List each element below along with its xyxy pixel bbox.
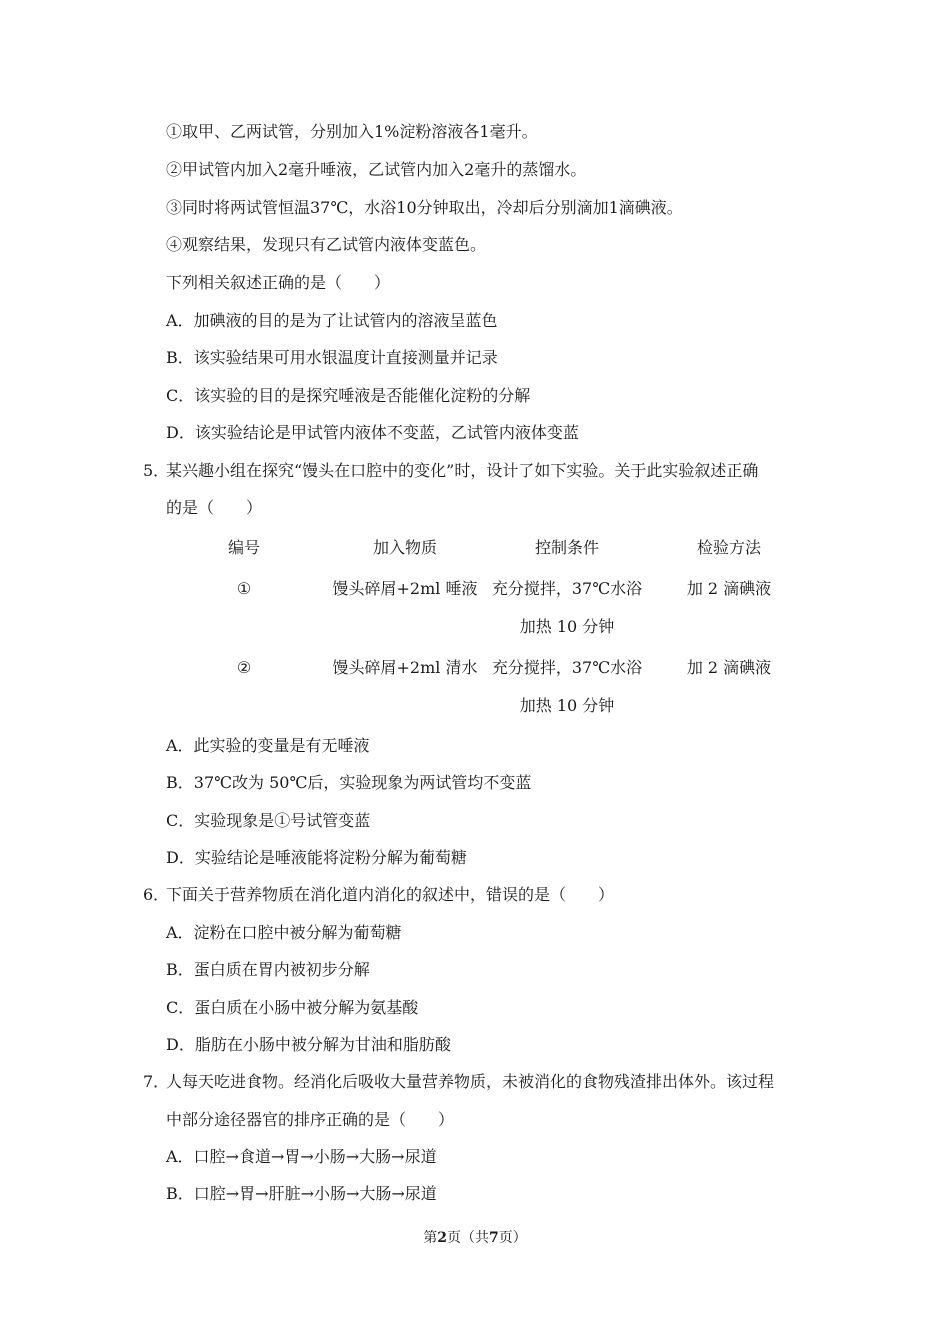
table-row-1-id: ① [236, 579, 252, 598]
table-header-substance: 加入物质 [372, 538, 438, 557]
page-footer [0, 1228, 950, 1248]
q5-stem-line1: 某兴趣小组在探究“馒头在口腔中的变化”时，设计了如下实验。关于此实验叙述正确 [166, 461, 759, 480]
step-3: ③同时将两试管恒温37℃，水浴10分钟取出，冷却后分别滴加1滴碘液。 [166, 198, 683, 217]
footer-page-number: 2 [437, 1230, 447, 1246]
table-row-2-method: 加 2 滴碘液 [686, 658, 772, 677]
footer-suffix: 页） [498, 1230, 527, 1246]
table-row-2-id: ② [236, 658, 252, 677]
step-1: ①取甲、乙两试管，分别加入1%淀粉溶液各1毫升。 [166, 122, 538, 141]
table-row-1-method: 加 2 滴碘液 [686, 579, 772, 598]
q5-number: 5． [143, 461, 170, 480]
table-row-1-condition: 充分搅拌，37℃水浴 [491, 579, 643, 598]
step-4: ④观察结果，发现只有乙试管内液体变蓝色。 [166, 235, 487, 254]
table-row-1-condition-2: 加热 10 分钟 [519, 617, 615, 636]
q7-stem-line2: 中部分途径器官的排序正确的是（ ） [166, 1110, 455, 1129]
table-row-2-condition: 充分搅拌，37℃水浴 [491, 658, 643, 677]
q4-stem: 下列相关叙述正确的是（ ） [166, 273, 391, 292]
table-row-2-condition-2: 加热 10 分钟 [519, 696, 615, 715]
q7-option-a: A．口腔→食道→胃→小肠→大肠→尿道 [166, 1147, 437, 1166]
q5-option-c: C．实验现象是①号试管变蓝 [166, 811, 371, 830]
q5-option-a: A．此实验的变量是有无唾液 [166, 736, 370, 755]
q4-option-a: A．加碘液的目的是为了让试管内的溶液呈蓝色 [166, 311, 498, 330]
table-header-method: 检验方法 [696, 538, 762, 557]
footer-prefix: 第 [423, 1230, 438, 1246]
q6-option-d: D．脂肪在小肠中被分解为甘油和脂肪酸 [166, 1035, 451, 1054]
footer-total-pages: 7 [489, 1230, 499, 1246]
q4-option-b: B．该实验结果可用水银温度计直接测量并记录 [166, 348, 498, 367]
table-header-condition: 控制条件 [534, 538, 600, 557]
q4-option-d: D．该实验结论是甲试管内液体不变蓝，乙试管内液体变蓝 [166, 423, 579, 442]
q6-option-c: C．蛋白质在小肠中被分解为氨基酸 [166, 998, 419, 1017]
table-row-1-substance: 馒头碎屑+2ml 唾液 [332, 579, 478, 598]
q7-option-b: B．口腔→胃→肝脏→小肠→大肠→尿道 [166, 1184, 437, 1203]
q6-option-a: A．淀粉在口腔中被分解为葡萄糖 [166, 923, 402, 942]
q4-option-c: C．该实验的目的是探究唾液是否能催化淀粉的分解 [166, 386, 531, 405]
q5-stem-line2: 的是（ ） [166, 498, 263, 517]
step-2: ②甲试管内加入2毫升唾液，乙试管内加入2毫升的蒸馏水。 [166, 160, 587, 179]
q6-number: 6． [143, 885, 170, 904]
q6-stem: 下面关于营养物质在消化道内消化的叙述中，错误的是（ ） [166, 885, 615, 904]
q5-option-b: B．37℃改为 50℃后，实验现象为两试管均不变蓝 [166, 773, 532, 792]
q6-option-b: B．蛋白质在胃内被初步分解 [166, 960, 370, 979]
q5-option-d: D．实验结论是唾液能将淀粉分解为葡萄糖 [166, 848, 467, 867]
footer-middle: 页（共 [447, 1230, 489, 1246]
q7-number: 7． [143, 1072, 170, 1091]
q7-stem-line1: 人每天吃进食物。经消化后吸收大量营养物质，未被消化的食物残渣排出体外。该过程 [166, 1072, 775, 1091]
table-row-2-substance: 馒头碎屑+2ml 清水 [332, 658, 478, 677]
table-header-id: 编号 [227, 538, 261, 557]
